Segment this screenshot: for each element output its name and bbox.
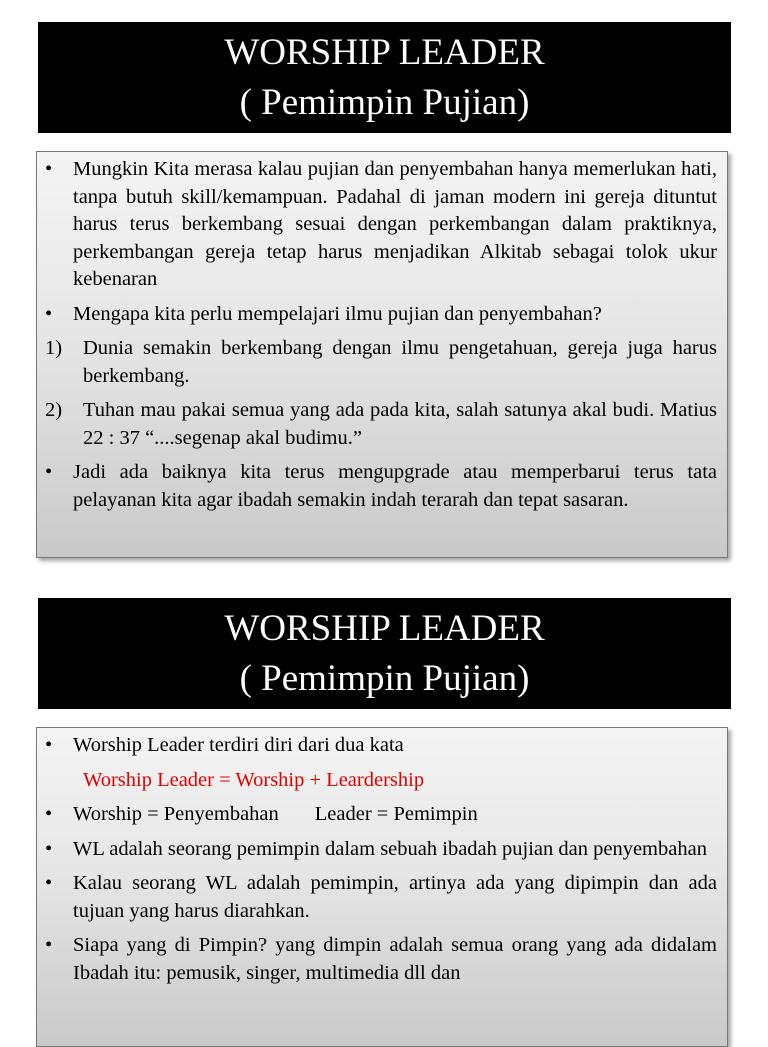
bullet-marker: • xyxy=(45,461,53,483)
bullet-marker: • xyxy=(45,803,53,825)
bullet-marker: • xyxy=(45,934,53,956)
slide1-bullet-3 xyxy=(45,459,717,514)
slide1-numbered-1 xyxy=(45,335,717,390)
slide1-numbered-2 xyxy=(45,397,717,452)
numbered-text: Tuhan mau pakai semua yang ada pada kita, salah satunya akal budi. Matius 22 : 37 “....segenap akal budimu.” xyxy=(83,399,717,449)
slide2-content-box xyxy=(36,727,728,1047)
slide1-content-box xyxy=(36,151,728,558)
slide2-bullet-4 xyxy=(45,870,717,925)
bullet-text: Mengapa kita perlu mempelajari ilmu pujian dan penyembahan? xyxy=(73,302,602,325)
bullet-marker: • xyxy=(45,158,53,180)
number-marker: 1) xyxy=(45,337,63,359)
slide2-title-bar xyxy=(38,598,731,709)
bullet-text: Kalau seorang WL adalah pemimpin, artinya ada yang dipimpin dan ada tujuan yang harus diarahkan. xyxy=(73,872,717,922)
worship-definition: Worship = Penyembahan xyxy=(73,803,279,825)
slide2-bullet-2 xyxy=(45,801,717,829)
slide1-title: WORSHIP LEADER xyxy=(224,32,545,73)
slide2-title: WORSHIP LEADER xyxy=(224,608,545,649)
numbered-text: Dunia semakin berkembang dengan ilmu pengetahuan, gereja juga harus berkembang. xyxy=(83,337,717,387)
bullet-marker: • xyxy=(45,302,53,325)
bullet-text: Siapa yang di Pimpin? yang dimpin adalah semua orang yang ada didalam Ibadah itu: pemusik, singer, multimedia dll dan xyxy=(73,934,717,984)
slide2-bullet-1 xyxy=(45,732,717,760)
slide1-subtitle: ( Pemimpin Pujian) xyxy=(239,82,530,123)
number-marker: 2) xyxy=(45,399,63,421)
slide1-bullet-1 xyxy=(45,156,717,294)
slide2-subtitle: ( Pemimpin Pujian) xyxy=(239,658,530,699)
bullet-text: Mungkin Kita merasa kalau pujian dan penyembahan hanya memerlukan hati, tanpa butuh skill/kemampuan. Padahal di jaman modern ini gereja dituntut harus terus berkembang sesuai dengan perkembangan dalam praktiknya, perkembangan gereja tetap harus menjadikan Alkitab sebagai tolok ukur kebenaran xyxy=(73,158,717,290)
bullet-text: WL adalah seorang pemimpin dalam sebuah ibadah pujian dan penyembahan xyxy=(73,837,707,860)
slide2-bullet-5 xyxy=(45,932,717,987)
bullet-marker: • xyxy=(45,734,53,756)
bullet-text: Worship Leader terdiri diri dari dua kata xyxy=(73,734,404,756)
bullet-text xyxy=(73,801,717,829)
slide1-bullet-2 xyxy=(45,301,717,329)
bullet-marker: • xyxy=(45,872,53,894)
leader-definition: Leader = Pemimpin xyxy=(314,803,478,825)
bullet-text: Jadi ada baiknya kita terus mengupgrade atau memperbarui terus tata pelayanan kita agar ibadah semakin indah terarah dan tepat sasaran. xyxy=(73,461,717,511)
slide1-title-bar xyxy=(38,22,731,133)
bullet-marker: • xyxy=(45,837,53,860)
slide2-red-definition: Worship Leader = Worship + Leardership xyxy=(83,768,425,791)
slide2-bullet-3 xyxy=(45,836,717,864)
